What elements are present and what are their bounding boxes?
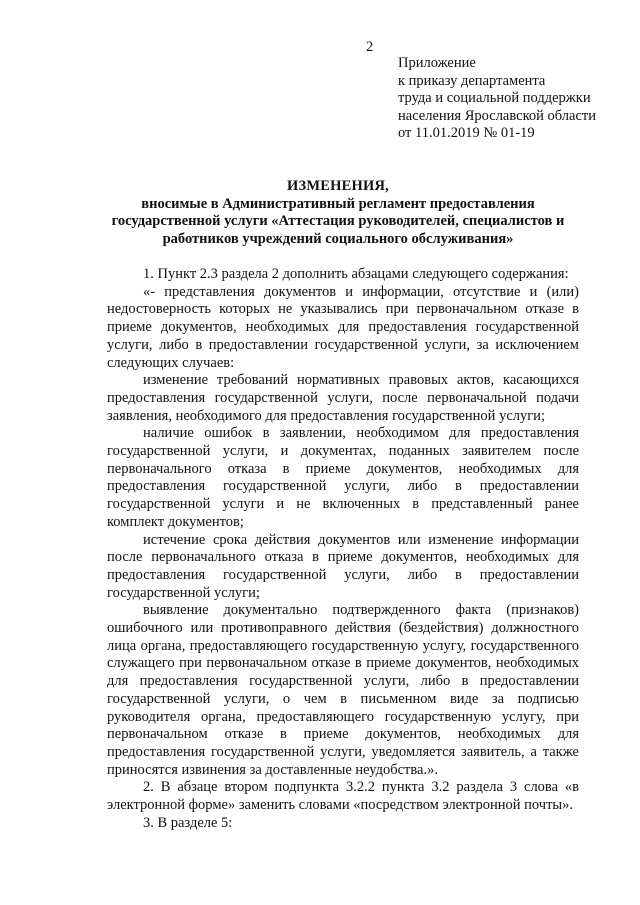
appendix-line: Приложение xyxy=(398,55,476,71)
heading-line: работников учреждений социального обслуживания» xyxy=(162,230,514,247)
paragraph-case-3: истечение срока действия документов или изменение информации после первоначального отказа в приеме документов, необходимых для предоставления государственной услуги, либо в предоставлении государственной услуги; xyxy=(107,531,579,601)
appendix-block xyxy=(398,55,596,143)
paragraph-quote-start: «- представления документов и информации, отсутствие и (или) недостоверность которых не указывались при первоначальном отказе в приеме документов, необходимых для предоставления государственной услуги, либо в предоставлении государственной услуги, за исключением следующих случаев: xyxy=(107,283,579,371)
paragraph-case-1: изменение требований нормативных правовых актов, касающихся предоставления государственной услуги, после первоначальной подачи заявления, необходимого для предоставления государственной услуги; xyxy=(107,372,579,424)
heading-line: государственной услуги «Аттестация руководителей, специалистов и xyxy=(111,213,565,229)
appendix-line: труда и социальной поддержки xyxy=(398,90,591,106)
appendix-line: к приказу департамента xyxy=(398,72,546,89)
document-heading xyxy=(96,178,580,248)
document-body xyxy=(107,266,579,833)
appendix-line: населения Ярославской области xyxy=(398,107,596,124)
paragraph-item-2: 2. В абзаце втором подпункта 3.2.2 пункта 3.2 раздела 3 слова «в электронной форме» заменить словами «посредством электронной почты». xyxy=(107,779,579,814)
page-number: 2 xyxy=(366,39,374,55)
paragraph-case-2: наличие ошибок в заявлении, необходимом для предоставления государственной услуги, и документах, поданных заявителем после первоначального отказа в приеме документов, необходимых для предоставления государственной услуги, либо в предоставлении государственной услуги и не включенных в представленный ранее комплект документов; xyxy=(107,425,579,530)
heading-title: ИЗМЕНЕНИЯ, xyxy=(287,178,389,194)
paragraph-item-3: 3. В разделе 5: xyxy=(143,814,233,831)
appendix-line: от 11.01.2019 № 01-19 xyxy=(398,125,535,141)
paragraph-item-1: 1. Пункт 2.3 раздела 2 дополнить абзацами следующего содержания: xyxy=(143,266,569,282)
heading-line: вносимые в Административный регламент предоставления xyxy=(141,195,535,212)
paragraph-case-4: выявление документально подтвержденного факта (признаков) ошибочного или противоправного действия (бездействия) должностного лица органа, предоставляющего государственную услугу, государственного служащего при первоначальном отказе в приеме документов, необходимых для предоставления государственной услуги, либо в предоставлении государственной услуги, о чем в письменном виде за подписью руководителя органа, предоставляющего государственную услугу, при первоначальном отказе в приеме документов, необходимых для предоставления государственной услуги, уведомляется заявитель, а также приносятся извинения за доставленные неудобства.». xyxy=(107,602,579,778)
